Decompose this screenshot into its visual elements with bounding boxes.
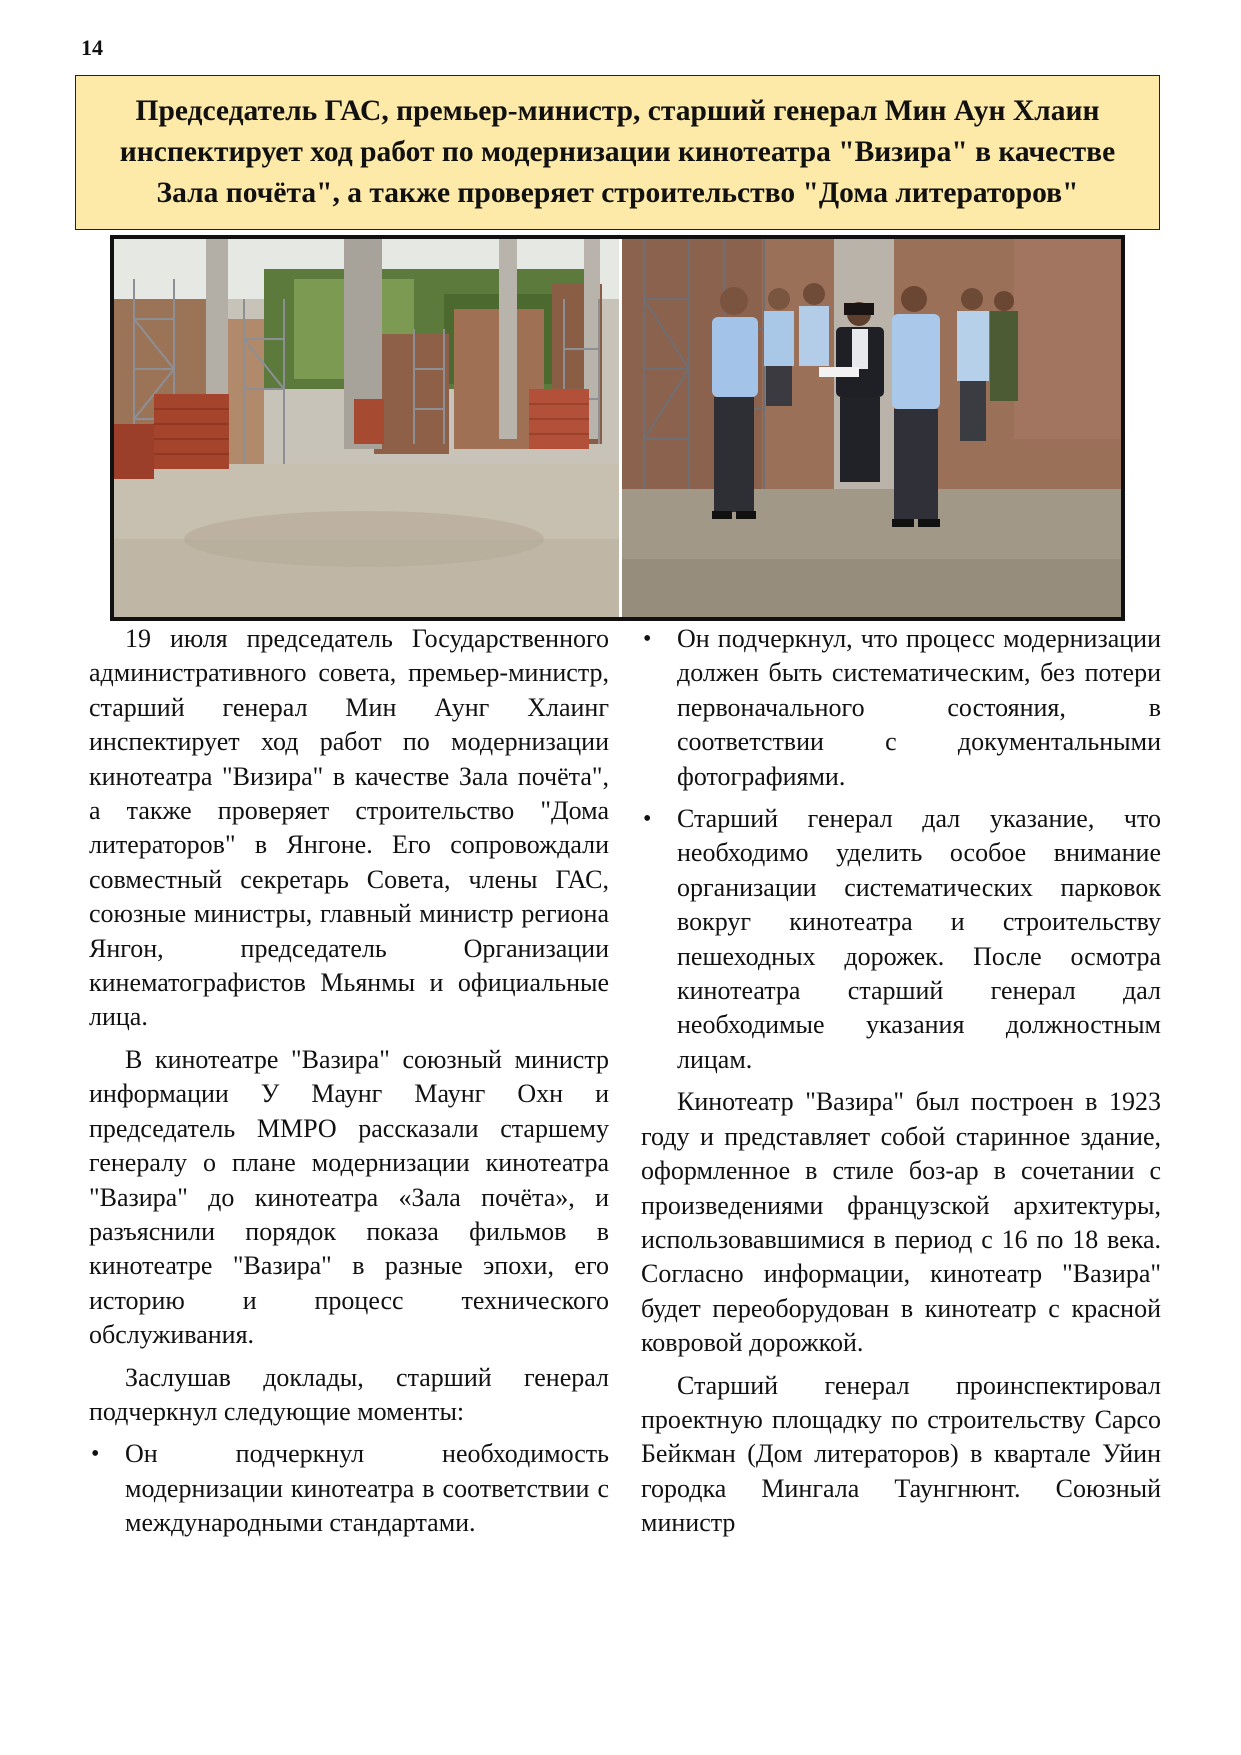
article-paragraph-3: Заслушав доклады, старший генерал подчеркнул следующие моменты: <box>89 1362 609 1426</box>
bullet-item-1: • Он подчеркнул необходимость модернизации кинотеатра в соответствии с международными стандартами. <box>89 1437 609 1540</box>
left-column <box>89 622 609 1549</box>
article-paragraph-5: Старший генерал проинспектировал проектную площадку по строительству Сарсо Бейкман (Дом литераторов) в квартале Уйин городка Мингала Таунгнюнт. Союзный министр <box>641 1370 1161 1538</box>
headline-box <box>75 75 1160 230</box>
page-number: 14 <box>81 35 103 60</box>
headline: Председатель ГАС, премьер-министр, старший генерал Мин Аун Хлаин инспектирует ход работ по модернизации кинотеатра "Визира" в качестве Зала почёта", а также проверяет строительство "Дома литераторов" <box>119 94 1116 210</box>
photo-frame <box>110 235 1125 621</box>
photo-officials-inspection <box>622 239 1121 617</box>
photo-cinema-interior <box>114 239 619 617</box>
article-paragraph-1: 19 июля председатель Государственного административного совета, премьер-министр, старший генерал Мин Аунг Хлаинг инспектирует ход работ по модернизации кинотеатра "Визира" в качестве Зала почёта", а также проверяет строительство "Дома литераторов" в Янгоне. Его сопровождали совместный секретарь Совета, члены ГАС, союзные министры, главный министр региона Янгон, председатель Организации кинематографистов Мьянмы и официальные лица. <box>89 624 609 1032</box>
article-paragraph-4: Кинотеатр "Вазира" был построен в 1923 году и представляет собой старинное здание, оформленное в стиле боз-ар в сочетании с произведениями французской архитектуры, использовавшимися в период с 16 по 18 века. Согласно информации, кинотеатр "Вазира" будет переоборудован в кинотеатр с красной ковровой дорожкой. <box>641 1087 1161 1358</box>
right-column <box>641 622 1161 1549</box>
bullet-item-3: • Старший генерал дал указание, что необходимо уделить особое внимание организации систематических парковок вокруг кинотеатра и строительству пешеходных дорожек. После осмотра кинотеатра старший генерал дал необходимые указания должностным лицам. <box>641 802 1161 1077</box>
photo-collage <box>114 239 1121 617</box>
bullet-item-2: • Он подчеркнул, что процесс модернизации должен быть систематическим, без потери первоначального состояния, в соответствии с документальными фотографиями. <box>641 622 1161 794</box>
article-paragraph-2: В кинотеатре "Вазира" союзный министр информации У Маунг Маунг Охн и председатель ММРО рассказали старшему генералу о плане модернизации кинотеатра "Вазира" до кинотеатра «Зала почёта», и разъяснили порядок показа фильмов в кинотеатре "Вазира" в разные эпохи, его историю и процесс технического обслуживания. <box>89 1044 609 1350</box>
